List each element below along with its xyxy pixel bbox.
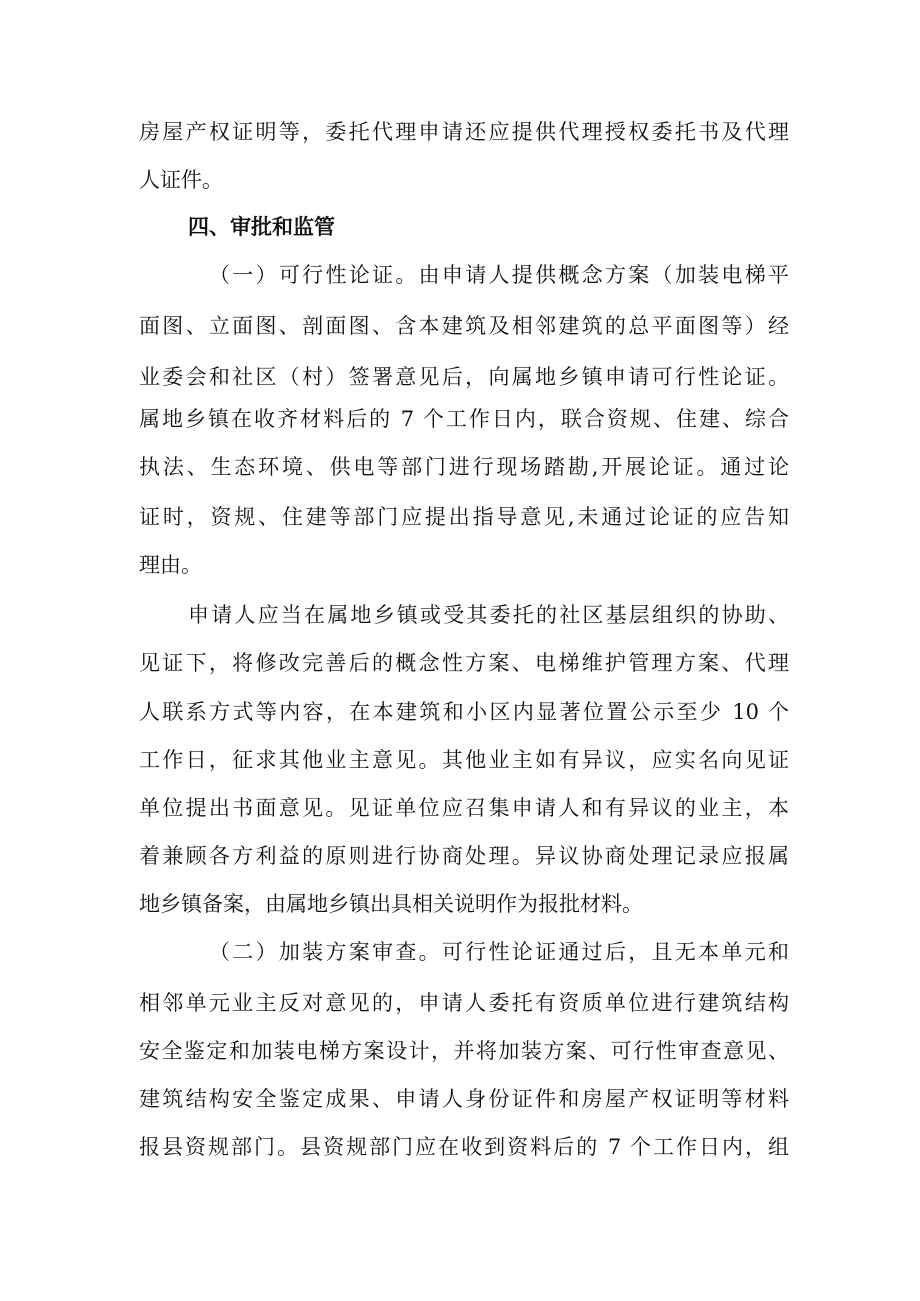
body-text-line: 面图、立面图、剖面图、含本建筑及相邻建筑的总平面图等）经	[139, 314, 789, 338]
body-text-line: 属地乡镇在收齐材料后的 7 个工作日内，联合资规、住建、综合	[139, 407, 789, 431]
body-text-line: 申请人应当在属地乡镇或受其委托的社区基层组织的协助、	[188, 603, 789, 627]
body-text-line: 地乡镇备案，由属地乡镇出具相关说明作为报批材料。	[139, 892, 643, 916]
section-heading: 四、审批和监管	[188, 215, 335, 239]
body-text-line: 证时，资规、住建等部门应提出指导意见,未通过论证的应告知	[139, 505, 789, 529]
body-text-line: 工作日，征求其他业主意见。其他业主如有异议，应实名向见证	[139, 748, 789, 772]
body-text-line: 人证件。	[139, 168, 223, 192]
body-text-line: 着兼顾各方利益的原则进行协商处理。异议协商处理记录应报属	[139, 844, 789, 868]
body-text-line: 见证下，将修改完善后的概念性方案、电梯维护管理方案、代理	[139, 651, 789, 675]
body-text-line: 安全鉴定和加装电梯方案设计，并将加装方案、可行性审查意见、	[139, 1039, 789, 1063]
body-text-line: 业委会和社区（村）签署意见后，向属地乡镇申请可行性论证。	[139, 365, 789, 389]
body-text-line: （一）可行性论证。由申请人提供概念方案（加装电梯平	[209, 263, 789, 287]
body-text-line: 单位提出书面意见。见证单位应召集申请人和有异议的业主，本	[139, 796, 789, 820]
body-text-line: 相邻单元业主反对意见的，申请人委托有资质单位进行建筑结构	[139, 991, 789, 1015]
body-text-line: 人联系方式等内容，在本建筑和小区内显著位置公示至少 10 个	[139, 700, 789, 724]
body-text-line: 报县资规部门。县资规部门应在收到资料后的 7 个工作日内，组	[139, 1135, 789, 1159]
body-text-line: 建筑结构安全鉴定成果、申请人身份证件和房屋产权证明等材料	[139, 1087, 789, 1111]
body-text-line: 执法、生态环境、供电等部门进行现场踏勘,开展论证。通过论	[139, 455, 789, 479]
body-text-line: 房屋产权证明等，委托代理申请还应提供代理授权委托书及代理	[139, 120, 789, 144]
body-text-line: （二）加装方案审查。可行性论证通过后，且无本单元和	[209, 940, 789, 964]
body-text-line: 理由。	[139, 553, 202, 577]
